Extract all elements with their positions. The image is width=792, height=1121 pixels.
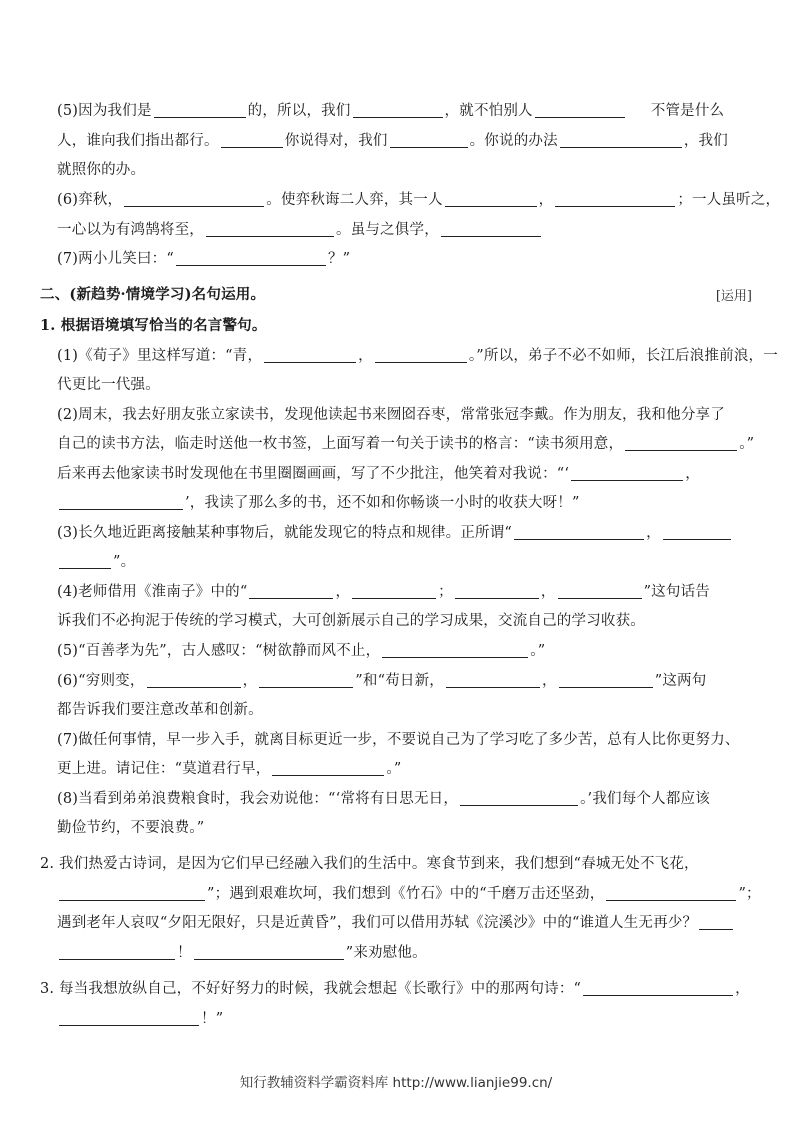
item-3-line-2: ！” [57, 1009, 223, 1029]
section-title: 二、(新趋势·情境学习)名句运用。 [40, 286, 266, 303]
fill-blank[interactable] [147, 673, 241, 688]
fill-blank[interactable] [249, 584, 333, 599]
q6-line-1: (6)弈秋， 。使弈秋诲二人弈，其一人 ， ；一人虽听之， [57, 192, 781, 208]
fill-blank[interactable] [699, 915, 733, 930]
fill-blank[interactable] [446, 673, 540, 688]
fill-blank[interactable] [59, 945, 175, 960]
q7-line: (7)两小儿笑曰：“ ？” [57, 251, 351, 267]
item-1-sub-2-line-4: ’，我读了那么多的书，还不如和你畅谈一小时的收获大呀！” [57, 493, 580, 513]
item-2-line-4: ！ ”来劝慰他。 [57, 943, 427, 963]
fill-blank[interactable] [221, 133, 283, 148]
item-1-sub-7-line-1: (7)做任何事情，早一步入手，就离目标更近一步，不要说自己为了学习吃了多少苦，总有人比你更努力、 [57, 732, 740, 748]
item-1-sub-3-line-2: ”。 [57, 552, 135, 572]
item-1-sub-7-line-2: 更上进。请记住：“莫道君行早， 。” [57, 761, 402, 777]
fill-blank[interactable] [59, 554, 111, 569]
fill-blank[interactable] [606, 886, 736, 901]
item-1-title: 1. 根据语境填写恰当的名言警句。 [40, 317, 267, 334]
fill-blank[interactable] [194, 945, 344, 960]
fill-blank[interactable] [583, 981, 733, 996]
fill-blank[interactable] [625, 436, 737, 451]
item-1-sub-5: (5)“百善孝为先”，古人感叹：“树欲静而风不止， 。” [57, 643, 546, 659]
fill-blank[interactable] [460, 791, 578, 806]
item-1-sub-8-line-1: (8)当看到弟弟浪费粮食时，我会劝说他：“‘常将有日思无日， 。’我们每个人都应该 [57, 791, 710, 807]
fill-blank[interactable] [176, 251, 326, 266]
item-1-sub-2-line-3: 后来再去他家读书时发现他在书里圈圈画画，写了不少批注，他笑着对我说：“‘ ， [57, 466, 700, 482]
item-1-sub-1-line-1: (1)《荀子》里这样写道：“青， ， 。”所以，弟子不必不如师，长江后浪推前浪，一 [57, 348, 778, 364]
fill-blank[interactable] [382, 643, 528, 658]
fill-blank[interactable] [352, 584, 436, 599]
fill-blank[interactable] [441, 222, 541, 237]
fill-blank[interactable] [59, 886, 205, 901]
fill-blank[interactable] [559, 673, 653, 688]
fill-blank[interactable] [455, 584, 539, 599]
fill-blank[interactable] [206, 222, 334, 237]
item-1-sub-4-line-2: 诉我们不必拘泥于传统的学习模式，大可创新展示自己的学习成果，交流自己的学习收获。 [57, 613, 645, 629]
fill-blank[interactable] [59, 1011, 199, 1026]
fill-blank[interactable] [353, 103, 443, 118]
item-1-sub-6-line-1: (6)“穷则变， ， ”和“苟日新， ， ”这两句 [57, 673, 707, 689]
fill-blank[interactable] [59, 495, 183, 510]
item-1-sub-3-line-1: (3)长久地近距离接触某种事物后，就能发现它的特点和规律。正所谓“ ， [57, 523, 733, 543]
fill-blank[interactable] [558, 584, 642, 599]
fill-blank[interactable] [124, 192, 264, 207]
fill-blank[interactable] [445, 192, 537, 207]
item-1-sub-4-line-1: (4)老师借用《淮南子》中的“ ， ； ， ”这句话告 [57, 584, 710, 600]
q5-line-1: (5)因为我们是 的，所以，我们 ，就不怕别人 不管是什么 [57, 103, 725, 119]
fill-blank[interactable] [154, 103, 246, 118]
item-1-sub-8-line-2: 勤俭节约，不要浪费。” [57, 820, 205, 836]
section-tag: [运用] [715, 289, 752, 304]
fill-blank[interactable] [375, 348, 467, 363]
fill-blank[interactable] [264, 348, 356, 363]
q5-line-2: 人，谁向我们指出都行。 你说得对，我们 。你说的办法 ，我们 [57, 133, 728, 149]
item-2-line-1: 2. 我们热爱古诗词，是因为它们早已经融入我们的生活中。寒食节到来，我们想到“春城无处不飞花， [40, 856, 699, 872]
item-1-sub-2-line-2: 自己的读书方法，临走时送他一枚书签，上面写着一句关于读书的格言：“读书须用意， 。” [57, 436, 755, 452]
item-1-sub-1-line-2: 代更比一代强。 [57, 377, 160, 393]
fill-blank[interactable] [663, 525, 731, 540]
item-1-sub-6-line-2: 都告诉我们要注意改革和创新。 [57, 702, 263, 718]
footer-watermark: 知行教辅资料学霸资料库 http://www.lianjie99.cn/ [239, 1075, 553, 1091]
fill-blank[interactable] [535, 103, 625, 118]
fill-blank[interactable] [514, 525, 644, 540]
fill-blank[interactable] [560, 133, 682, 148]
q6-line-2: 一心以为有鸿鹄将至， 。虽与之俱学， [57, 220, 543, 240]
item-1-sub-2-line-1: (2)周末，我去好朋友张立家读书，发现他读起书来囫囵吞枣，常常张冠李戴。作为朋友，我和他分享了 [57, 407, 725, 423]
fill-blank[interactable] [555, 192, 675, 207]
fill-blank[interactable] [259, 673, 353, 688]
q5-line-3: 就照你的办。 [57, 162, 146, 178]
fill-blank[interactable] [272, 761, 384, 776]
item-2-line-3: 遇到老年人哀叹“夕阳无限好，只是近黄昏”，我们可以借用苏轼《浣溪沙》中的“谁道人生无再少？ [57, 913, 735, 933]
item-3-line-1: 3. 每当我想放纵自己，不好好努力的时候，我就会想起《长歌行》中的那两句诗：“ ， [40, 981, 750, 997]
fill-blank[interactable] [390, 133, 468, 148]
item-2-line-2: ”；遇到艰难坎坷，我们想到《竹石》中的“千磨万击还坚劲， ”； [57, 884, 761, 904]
fill-blank[interactable] [571, 466, 683, 481]
